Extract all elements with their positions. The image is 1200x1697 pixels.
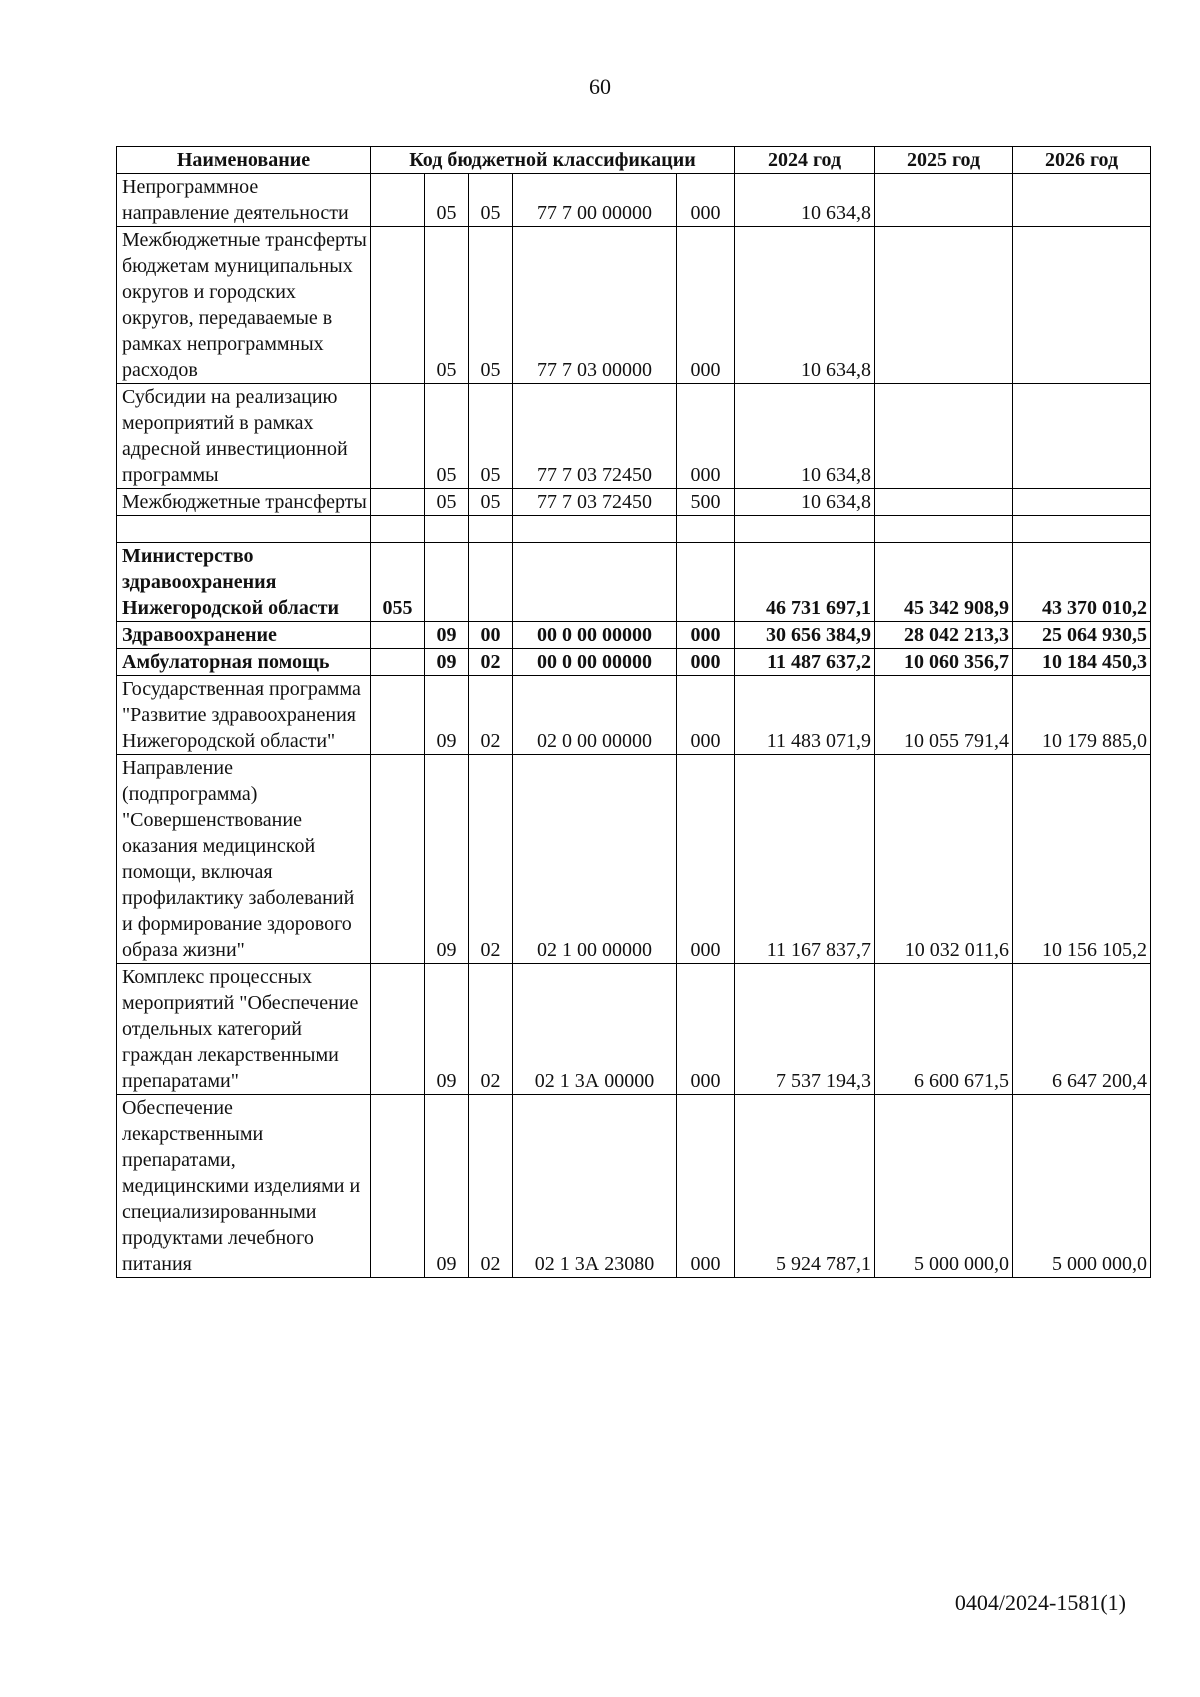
cell-2024: 5 924 787,1 <box>735 1095 875 1278</box>
cell-name: Комплекс процессных мероприятий "Обеспечение отдельных категорий граждан лекарственными препаратами" <box>117 964 371 1095</box>
cell-expense-type: 000 <box>677 227 735 384</box>
cell-subsection: 02 <box>469 755 513 964</box>
cell-expense-type: 000 <box>677 676 735 755</box>
cell-subsection: 02 <box>469 676 513 755</box>
cell-expense-type <box>677 543 735 622</box>
cell-expense-type: 000 <box>677 964 735 1095</box>
cell-2025: 6 600 671,5 <box>875 964 1013 1095</box>
page-number: 60 <box>589 74 611 99</box>
cell-2024: 7 537 194,3 <box>735 964 875 1095</box>
cell-expense-type: 000 <box>677 384 735 489</box>
cell-ved <box>371 649 425 676</box>
cell-ved <box>371 964 425 1095</box>
cell-subsection: 02 <box>469 964 513 1095</box>
table-row <box>117 543 1151 622</box>
header-2024: 2024 год <box>735 147 875 174</box>
cell-section: 05 <box>425 174 469 227</box>
table-row <box>117 516 1151 543</box>
table-row <box>117 227 1151 384</box>
cell-section: 09 <box>425 1095 469 1278</box>
cell-2026: 10 184 450,3 <box>1013 649 1151 676</box>
cell-name: Здравоохранение <box>117 622 371 649</box>
cell-target-article: 02 0 00 00000 <box>513 676 677 755</box>
cell-subsection: 00 <box>469 622 513 649</box>
cell-name: Направление (подпрограмма) "Совершенствование оказания медицинской помощи, включая профилактику заболеваний и формирование здорового образа жизни" <box>117 755 371 964</box>
cell-ved: 055 <box>371 543 425 622</box>
cell-section: 09 <box>425 649 469 676</box>
cell-target-article: 77 7 03 72450 <box>513 384 677 489</box>
table-row <box>117 676 1151 755</box>
cell-2026 <box>1013 516 1151 543</box>
cell-expense-type <box>677 516 735 543</box>
cell-ved <box>371 1095 425 1278</box>
cell-name: Обеспечение лекарственными препаратами, медицинскими изделиями и специализированными продуктами лечебного питания <box>117 1095 371 1278</box>
cell-2024 <box>735 516 875 543</box>
cell-2025 <box>875 489 1013 516</box>
table-body <box>117 174 1151 1278</box>
cell-subsection: 05 <box>469 174 513 227</box>
cell-2025 <box>875 174 1013 227</box>
cell-subsection: 05 <box>469 227 513 384</box>
cell-target-article: 77 7 00 00000 <box>513 174 677 227</box>
cell-2026 <box>1013 227 1151 384</box>
cell-section: 05 <box>425 489 469 516</box>
cell-subsection <box>469 543 513 622</box>
cell-2026: 25 064 930,5 <box>1013 622 1151 649</box>
cell-name: Амбулаторная помощь <box>117 649 371 676</box>
cell-target-article: 77 7 03 00000 <box>513 227 677 384</box>
cell-2025 <box>875 384 1013 489</box>
cell-2026 <box>1013 384 1151 489</box>
cell-section: 09 <box>425 755 469 964</box>
cell-target-article: 02 1 00 00000 <box>513 755 677 964</box>
table-row <box>117 755 1151 964</box>
header-name: Наименование <box>117 147 371 174</box>
cell-section: 09 <box>425 964 469 1095</box>
budget-table <box>116 146 1151 1278</box>
cell-expense-type: 000 <box>677 1095 735 1278</box>
cell-2024: 11 487 637,2 <box>735 649 875 676</box>
cell-target-article: 77 7 03 72450 <box>513 489 677 516</box>
header-2026: 2026 год <box>1013 147 1151 174</box>
cell-expense-type: 000 <box>677 649 735 676</box>
cell-2024: 46 731 697,1 <box>735 543 875 622</box>
cell-2025: 10 060 356,7 <box>875 649 1013 676</box>
cell-2024: 30 656 384,9 <box>735 622 875 649</box>
cell-target-article: 02 1 3А 00000 <box>513 964 677 1095</box>
cell-name: Непрограммное направление деятельности <box>117 174 371 227</box>
cell-2025: 10 032 011,6 <box>875 755 1013 964</box>
cell-subsection: 02 <box>469 1095 513 1278</box>
table-row <box>117 964 1151 1095</box>
cell-2024: 10 634,8 <box>735 227 875 384</box>
cell-section: 05 <box>425 227 469 384</box>
cell-2026: 10 156 105,2 <box>1013 755 1151 964</box>
cell-2026: 6 647 200,4 <box>1013 964 1151 1095</box>
cell-2024: 11 167 837,7 <box>735 755 875 964</box>
cell-2024: 10 634,8 <box>735 489 875 516</box>
cell-ved <box>371 174 425 227</box>
cell-name: Межбюджетные трансферты бюджетам муниципальных округов и городских округов, передаваемые в рамках непрограммных расходов <box>117 227 371 384</box>
table-row <box>117 174 1151 227</box>
cell-section: 05 <box>425 384 469 489</box>
cell-section <box>425 516 469 543</box>
cell-2025 <box>875 227 1013 384</box>
cell-2025: 10 055 791,4 <box>875 676 1013 755</box>
cell-section <box>425 543 469 622</box>
cell-target-article: 00 0 00 00000 <box>513 649 677 676</box>
cell-2026: 5 000 000,0 <box>1013 1095 1151 1278</box>
table-row <box>117 384 1151 489</box>
cell-subsection: 02 <box>469 649 513 676</box>
table-row <box>117 649 1151 676</box>
cell-2025: 5 000 000,0 <box>875 1095 1013 1278</box>
cell-target-article: 00 0 00 00000 <box>513 622 677 649</box>
cell-expense-type: 500 <box>677 489 735 516</box>
table-row <box>117 489 1151 516</box>
cell-ved <box>371 676 425 755</box>
cell-expense-type: 000 <box>677 755 735 964</box>
cell-name: Субсидии на реализацию мероприятий в рамках адресной инвестиционной программы <box>117 384 371 489</box>
cell-ved <box>371 489 425 516</box>
cell-target-article: 02 1 3А 23080 <box>513 1095 677 1278</box>
table-row <box>117 1095 1151 1278</box>
cell-section: 09 <box>425 676 469 755</box>
table-header-row <box>117 147 1151 174</box>
header-2025: 2025 год <box>875 147 1013 174</box>
cell-2025: 45 342 908,9 <box>875 543 1013 622</box>
cell-ved <box>371 755 425 964</box>
cell-2026: 43 370 010,2 <box>1013 543 1151 622</box>
cell-name: Государственная программа "Развитие здравоохранения Нижегородской области" <box>117 676 371 755</box>
cell-2025: 28 042 213,3 <box>875 622 1013 649</box>
cell-subsection: 05 <box>469 489 513 516</box>
cell-expense-type: 000 <box>677 622 735 649</box>
cell-2025 <box>875 516 1013 543</box>
cell-subsection: 05 <box>469 384 513 489</box>
cell-name <box>117 516 371 543</box>
cell-2026 <box>1013 489 1151 516</box>
cell-2026 <box>1013 174 1151 227</box>
cell-subsection <box>469 516 513 543</box>
cell-target-article <box>513 543 677 622</box>
cell-ved <box>371 622 425 649</box>
cell-2026: 10 179 885,0 <box>1013 676 1151 755</box>
cell-ved <box>371 384 425 489</box>
cell-ved <box>371 516 425 543</box>
cell-2024: 11 483 071,9 <box>735 676 875 755</box>
cell-ved <box>371 227 425 384</box>
cell-target-article <box>513 516 677 543</box>
cell-2024: 10 634,8 <box>735 384 875 489</box>
cell-name: Межбюджетные трансферты <box>117 489 371 516</box>
header-code: Код бюджетной классификации <box>371 147 735 174</box>
cell-expense-type: 000 <box>677 174 735 227</box>
cell-name: Министерство здравоохранения Нижегородской области <box>117 543 371 622</box>
cell-section: 09 <box>425 622 469 649</box>
cell-2024: 10 634,8 <box>735 174 875 227</box>
table-row <box>117 622 1151 649</box>
document-id: 0404/2024-1581(1) <box>954 1590 1126 1615</box>
